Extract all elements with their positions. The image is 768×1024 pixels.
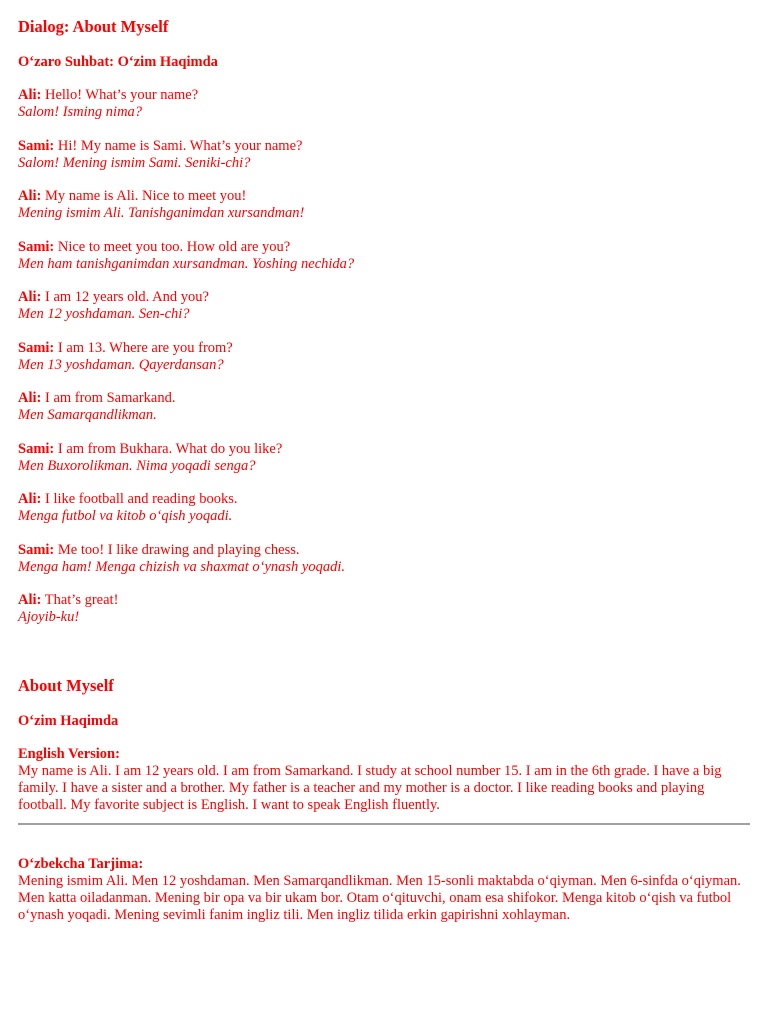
turn-english-line — [18, 491, 750, 508]
speaker-name: Ali: — [18, 592, 42, 608]
speaker-name: Sami: — [18, 541, 55, 558]
uzbek-translation: Men 13 yoshdaman. Qayerdansan? — [18, 356, 224, 373]
uzbek-translation-text: Mening ismim Ali. Men 12 yoshdaman. Men Samarqandlikman. Men 15-sonli maktabda o‘qiyman. Men 6-sinfda o‘qiyman. Men katta oiladanman. Mening bir opa va bir ukam bor. Otam o‘qituvchi, onam esa shifokor. Menga kitob o‘qish va futbol o‘ynash yoqadi. Mening sevimli fanim ingliz tili. Men ingliz tilida erkin gapirishni xohlayman. — [18, 873, 741, 923]
dialog-turn — [18, 138, 750, 172]
dialog-turn — [18, 87, 750, 121]
speaker-name: Ali: — [18, 289, 42, 305]
about-subtitle: O‘zim Haqimda — [18, 713, 119, 729]
speaker-name: Sami: — [18, 339, 55, 356]
english-version-label: English Version: — [18, 746, 120, 762]
turn-english-line — [18, 138, 750, 155]
english-sentence: I am 12 years old. And you? — [41, 289, 209, 305]
english-sentence: I am 13. Where are you from? — [54, 339, 233, 356]
uzbek-translation-label: O‘zbekcha Tarjima: — [18, 856, 144, 872]
uzbek-translation: Men 12 yoshdaman. Sen-chi? — [18, 306, 190, 322]
english-sentence: Hi! My name is Sami. What’s your name? — [54, 137, 303, 154]
english-sentence: I am from Bukhara. What do you like? — [54, 440, 283, 457]
english-sentence: That’s great! — [41, 592, 119, 608]
dialog-subtitle: O‘zaro Suhbat: O‘zim Haqimda — [18, 54, 218, 70]
turn-english-line — [18, 441, 750, 458]
turn-english-line — [18, 239, 750, 256]
uzbek-translation: Ajoyib-ku! — [18, 609, 80, 625]
dialog-turn — [18, 491, 750, 525]
uzbek-translation: Menga futbol va kitob o‘qish yoqadi. — [18, 508, 233, 524]
turn-english-line — [18, 592, 750, 609]
turn-english-line — [18, 289, 750, 306]
speaker-name: Sami: — [18, 137, 55, 154]
uzbek-translation: Mening ismim Ali. Tanishganimdan xursandman! — [18, 205, 305, 221]
about-title: About Myself — [18, 676, 114, 695]
english-sentence: Nice to meet you too. How old are you? — [54, 238, 291, 255]
dialog-turn — [18, 441, 750, 475]
dialog-turn — [18, 390, 750, 424]
document-page — [18, 17, 750, 924]
turn-english-line — [18, 340, 750, 357]
english-sentence: I like football and reading books. — [41, 491, 238, 507]
dialog-title: Dialog: About Myself — [18, 17, 169, 36]
uzbek-translation: Salom! Isming nima? — [18, 104, 143, 120]
english-sentence: My name is Ali. Nice to meet you! — [41, 188, 247, 204]
uzbek-translation: Menga ham! Menga chizish va shaxmat o‘ynash yoqadi. — [18, 558, 345, 575]
speaker-name: Ali: — [18, 188, 42, 204]
uzbek-translation: Salom! Mening ismim Sami. Seniki-chi? — [18, 154, 251, 171]
dialog-turn — [18, 592, 750, 626]
section-divider — [18, 823, 750, 825]
speaker-name: Sami: — [18, 238, 55, 255]
english-sentence: I am from Samarkand. — [41, 390, 176, 406]
english-sentence: Me too! I like drawing and playing chess. — [54, 541, 300, 558]
turn-english-line — [18, 542, 750, 559]
dialog-turns — [18, 87, 750, 626]
speaker-name: Sami: — [18, 440, 55, 457]
uzbek-translation: Men Samarqandlikman. — [18, 407, 157, 423]
dialog-turn — [18, 239, 750, 273]
dialog-turn — [18, 340, 750, 374]
turn-english-line — [18, 87, 750, 104]
english-sentence: Hello! What’s your name? — [41, 87, 199, 103]
speaker-name: Ali: — [18, 491, 42, 507]
turn-english-line — [18, 390, 750, 407]
english-version-text: My name is Ali. I am 12 years old. I am from Samarkand. I study at school number 15. I am in the 6th grade. I have a big family. I have a sister and a brother. My father is a teacher and my mother is a doctor. I like reading books and playing football. My favorite subject is English. I want to speak English fluently. — [18, 763, 722, 813]
speaker-name: Ali: — [18, 390, 42, 406]
turn-english-line — [18, 188, 750, 205]
uzbek-translation: Men ham tanishganimdan xursandman. Yoshing nechida? — [18, 255, 355, 272]
dialog-turn — [18, 542, 750, 576]
speaker-name: Ali: — [18, 87, 42, 103]
dialog-turn — [18, 188, 750, 222]
uzbek-translation: Men Buxorolikman. Nima yoqadi senga? — [18, 457, 256, 474]
dialog-turn — [18, 289, 750, 323]
